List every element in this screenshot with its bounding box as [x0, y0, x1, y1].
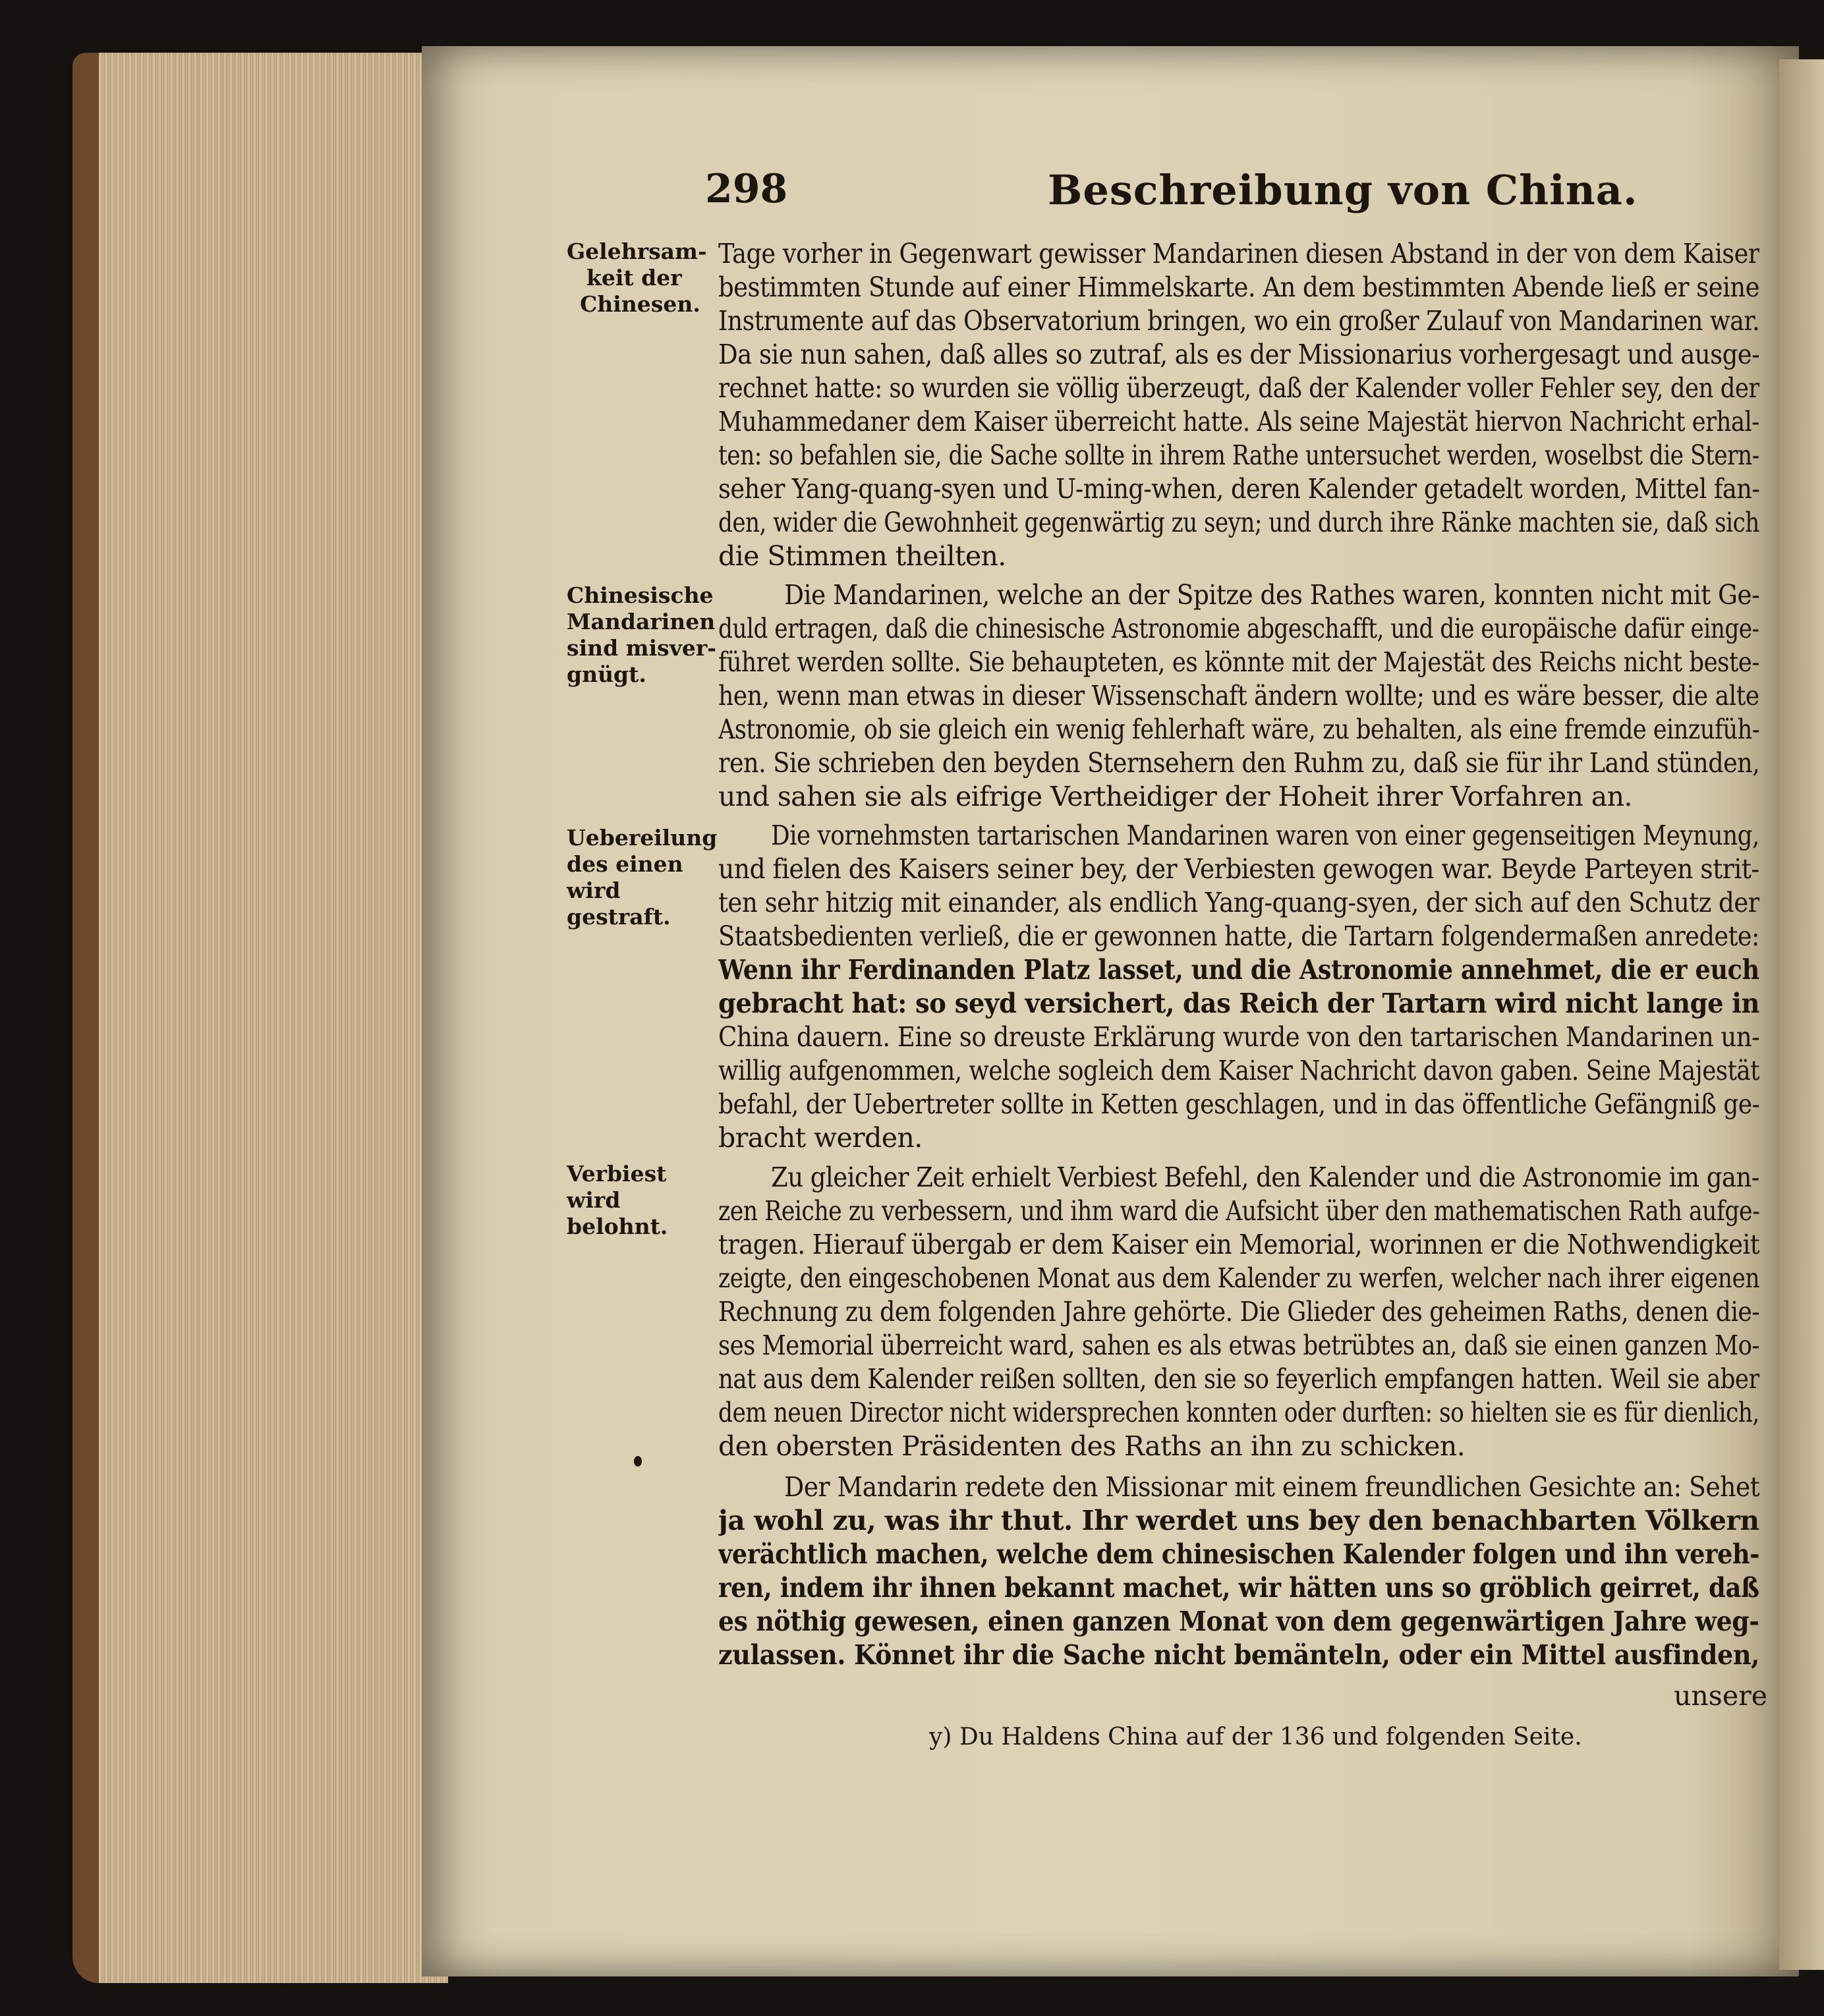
- margin-note-line: Verbiest wird: [567, 1161, 667, 1213]
- margin-note-mandarinen: [567, 582, 718, 688]
- text-line: zen Reiche zu verbessern, und ihm ward die Aufsicht über den mathematischen Rath aufge-: [718, 1195, 1759, 1227]
- margin-note-line: Mandarinen: [567, 609, 716, 634]
- text-line: zeigte, den eingeschobenen Monat aus dem Kalender zu werfen, welcher nach ihrer eigenen: [718, 1262, 1759, 1294]
- text-line: Zu gleicher Zeit erhielt Verbiest Befehl, den Kalender und die Astronomie im gan-: [771, 1162, 1759, 1193]
- paragraph-1: [718, 237, 1759, 573]
- text-line: ten sehr hitzig mit einander, als endlich Yang-quang-syen, der sich auf den Schutz der: [718, 887, 1759, 918]
- text-line: seher Yang-quang-syen und U-ming-when, deren Kalender getadelt worden, Mittel fan-: [718, 473, 1759, 505]
- text-line-emphasis: ja wohl zu, was ihr thut. Ihr werdet uns bey den benachbarten Völkern: [718, 1505, 1759, 1536]
- text-line-emphasis: Wenn ihr Ferdinanden Platz lasset, und die Astronomie annehmet, die er euch: [718, 954, 1759, 986]
- page-number: 298: [705, 166, 788, 212]
- book-page-edges: [72, 53, 448, 1983]
- text-line: und fielen des Kaisers seiner bey, der Verbiesten gewogen war. Beyde Parteyen strit-: [718, 853, 1759, 885]
- text-line: bracht werden.: [718, 1122, 923, 1154]
- text-line: bestimmten Stunde auf einer Himmelskarte. An dem bestimmten Abende ließ er seine: [718, 271, 1759, 303]
- text-line: und sahen sie als eifrige Vertheidiger der Hoheit ihrer Vorfahren an.: [718, 781, 1632, 812]
- text-line-emphasis: ren, indem ihr ihnen bekannt machet, wir hätten uns so gröblich geirret, daß: [718, 1572, 1759, 1604]
- margin-note-verbiest: [567, 1161, 718, 1240]
- text-line: tragen. Hierauf übergab er dem Kaiser ein Memorial, worinnen er die Nothwendigkeit: [718, 1229, 1759, 1260]
- margin-note-line: belohnt.: [567, 1214, 668, 1239]
- margin-note-uebereilung: [567, 825, 718, 930]
- text-line: die Stimmen theilten.: [718, 540, 1006, 572]
- paragraph-4: [718, 1161, 1759, 1463]
- margin-note-line: keit der: [586, 265, 682, 291]
- paragraph-2: [718, 578, 1759, 814]
- text-line: China dauern. Eine so dreuste Erklärung wurde von den tartarischen Mandarinen un-: [718, 1021, 1759, 1053]
- text-line: ten: so befahlen sie, die Sache sollte in ihrem Rathe untersuchet werden, woselbst die Stern-: [718, 439, 1759, 471]
- text-line: nat aus dem Kalender reißen sollten, den sie so feyerlich empfangen hatten. Weil sie aber: [718, 1363, 1759, 1395]
- running-head: [705, 166, 1773, 219]
- text-line: willig aufgenommen, welche sogleich dem Kaiser Nachricht davon gaben. Seine Majestät: [718, 1055, 1759, 1086]
- text-line: ren. Sie schrieben den beyden Sternsehern den Ruhm zu, daß sie für ihr Land stünden,: [718, 747, 1759, 779]
- page-title: Beschreibung von China.: [1048, 166, 1638, 214]
- margin-note-gelehrsamkeit: [567, 238, 718, 318]
- paragraph-3: [718, 819, 1759, 1155]
- margin-note-line: Gelehrsam-: [567, 238, 707, 264]
- margin-note-line: wird gestraft.: [567, 878, 671, 930]
- text-line: befahl, der Uebertreter sollte in Ketten geschlagen, und in das öffentliche Gefängniß ge-: [718, 1088, 1759, 1120]
- text-line-emphasis: gebracht hat: so seyd versichert, das Reich der Tartarn wird nicht lange in: [718, 988, 1759, 1019]
- text-line: rechnet hatte: so wurden sie völlig überzeugt, daß der Kalender voller Fehler sey, den der: [718, 372, 1759, 404]
- text-line: den, wider die Gewohnheit gegenwärtig zu seyn; und durch ihre Ränke machten sie, daß sich: [718, 507, 1759, 538]
- text-line: Die vornehmsten tartarischen Mandarinen waren von einer gegenseitigen Meynung,: [771, 820, 1759, 851]
- text-line: dem neuen Director nicht widersprechen konnten oder durften: so hielten sie es für dienlich,: [718, 1397, 1759, 1428]
- margin-note-line: Chinesen.: [580, 291, 700, 317]
- text-line: duld ertragen, daß die chinesische Astronomie abgeschafft, und die europäische dafür einge-: [718, 613, 1759, 644]
- text-line: den obersten Präsidenten des Raths an ihn zu schicken.: [718, 1430, 1466, 1462]
- margin-note-line: gnügt.: [567, 661, 646, 687]
- text-line-emphasis: zulassen. Könnet ihr die Sache nicht bemänteln, oder ein Mittel ausfinden,: [718, 1639, 1759, 1671]
- text-line: Der Mandarin redete den Missionar mit einem freundlichen Gesichte an: Sehet: [784, 1471, 1759, 1503]
- footnote: y) Du Haldens China auf der 136 und folgenden Seite.: [929, 1723, 1582, 1750]
- text-line: Da sie nun sahen, daß alles so zutraf, als es der Missionarius vorhergesagt und ausge-: [718, 339, 1759, 370]
- text-line: Staatsbedienten verließ, die er gewonnen hatte, die Tartarn folgendermaßen anredete:: [718, 920, 1759, 952]
- text-line: führet werden sollte. Sie behaupteten, es könnte mit der Majestät des Reichs nicht beste-: [718, 646, 1759, 678]
- text-line: ses Memorial überreicht ward, sahen es als etwas betrübtes an, daß sie einen ganzen Mo-: [718, 1330, 1759, 1361]
- facing-page-edge: [1779, 59, 1824, 1970]
- text-line: Instrumente auf das Observatorium bringen, wo ein großer Zulauf von Mandarinen war.: [718, 305, 1759, 337]
- text-line-emphasis: es nöthig gewesen, einen ganzen Monat von dem gegenwärtigen Jahre weg-: [718, 1606, 1759, 1637]
- text-line: Muhammedaner dem Kaiser überreicht hatte. Als seine Majestät hiervon Nachricht erhal-: [718, 406, 1759, 437]
- paragraph-5: [718, 1470, 1759, 1672]
- text-line: Die Mandarinen, welche an der Spitze des Rathes waren, konnten nicht mit Ge-: [784, 579, 1759, 611]
- margin-note-line: Uebereilung: [567, 825, 718, 851]
- text-line: Astronomie, ob sie gleich ein wenig fehlerhaft wäre, zu behalten, als eine fremde einzufüh-: [718, 714, 1759, 745]
- text-line: Tage vorher in Gegenwart gewisser Mandarinen diesen Abstand in der von dem Kaiser: [718, 238, 1759, 269]
- ink-speck: [634, 1456, 642, 1467]
- margin-note-line: des einen: [567, 851, 683, 877]
- text-line-emphasis: verächtlich machen, welche dem chinesischen Kalender folgen und ihn vereh-: [718, 1538, 1759, 1570]
- text-line: Rechnung zu dem folgenden Jahre gehörte. Die Glieder des geheimen Raths, denen die-: [718, 1296, 1759, 1328]
- margin-note-line: sind misver-: [567, 635, 716, 661]
- text-line: hen, wenn man etwas in dieser Wissenschaft ändern wollte; und es wäre besser, die alte: [718, 680, 1759, 712]
- catchword: unsere: [1674, 1680, 1767, 1712]
- margin-note-line: Chinesische: [567, 582, 714, 608]
